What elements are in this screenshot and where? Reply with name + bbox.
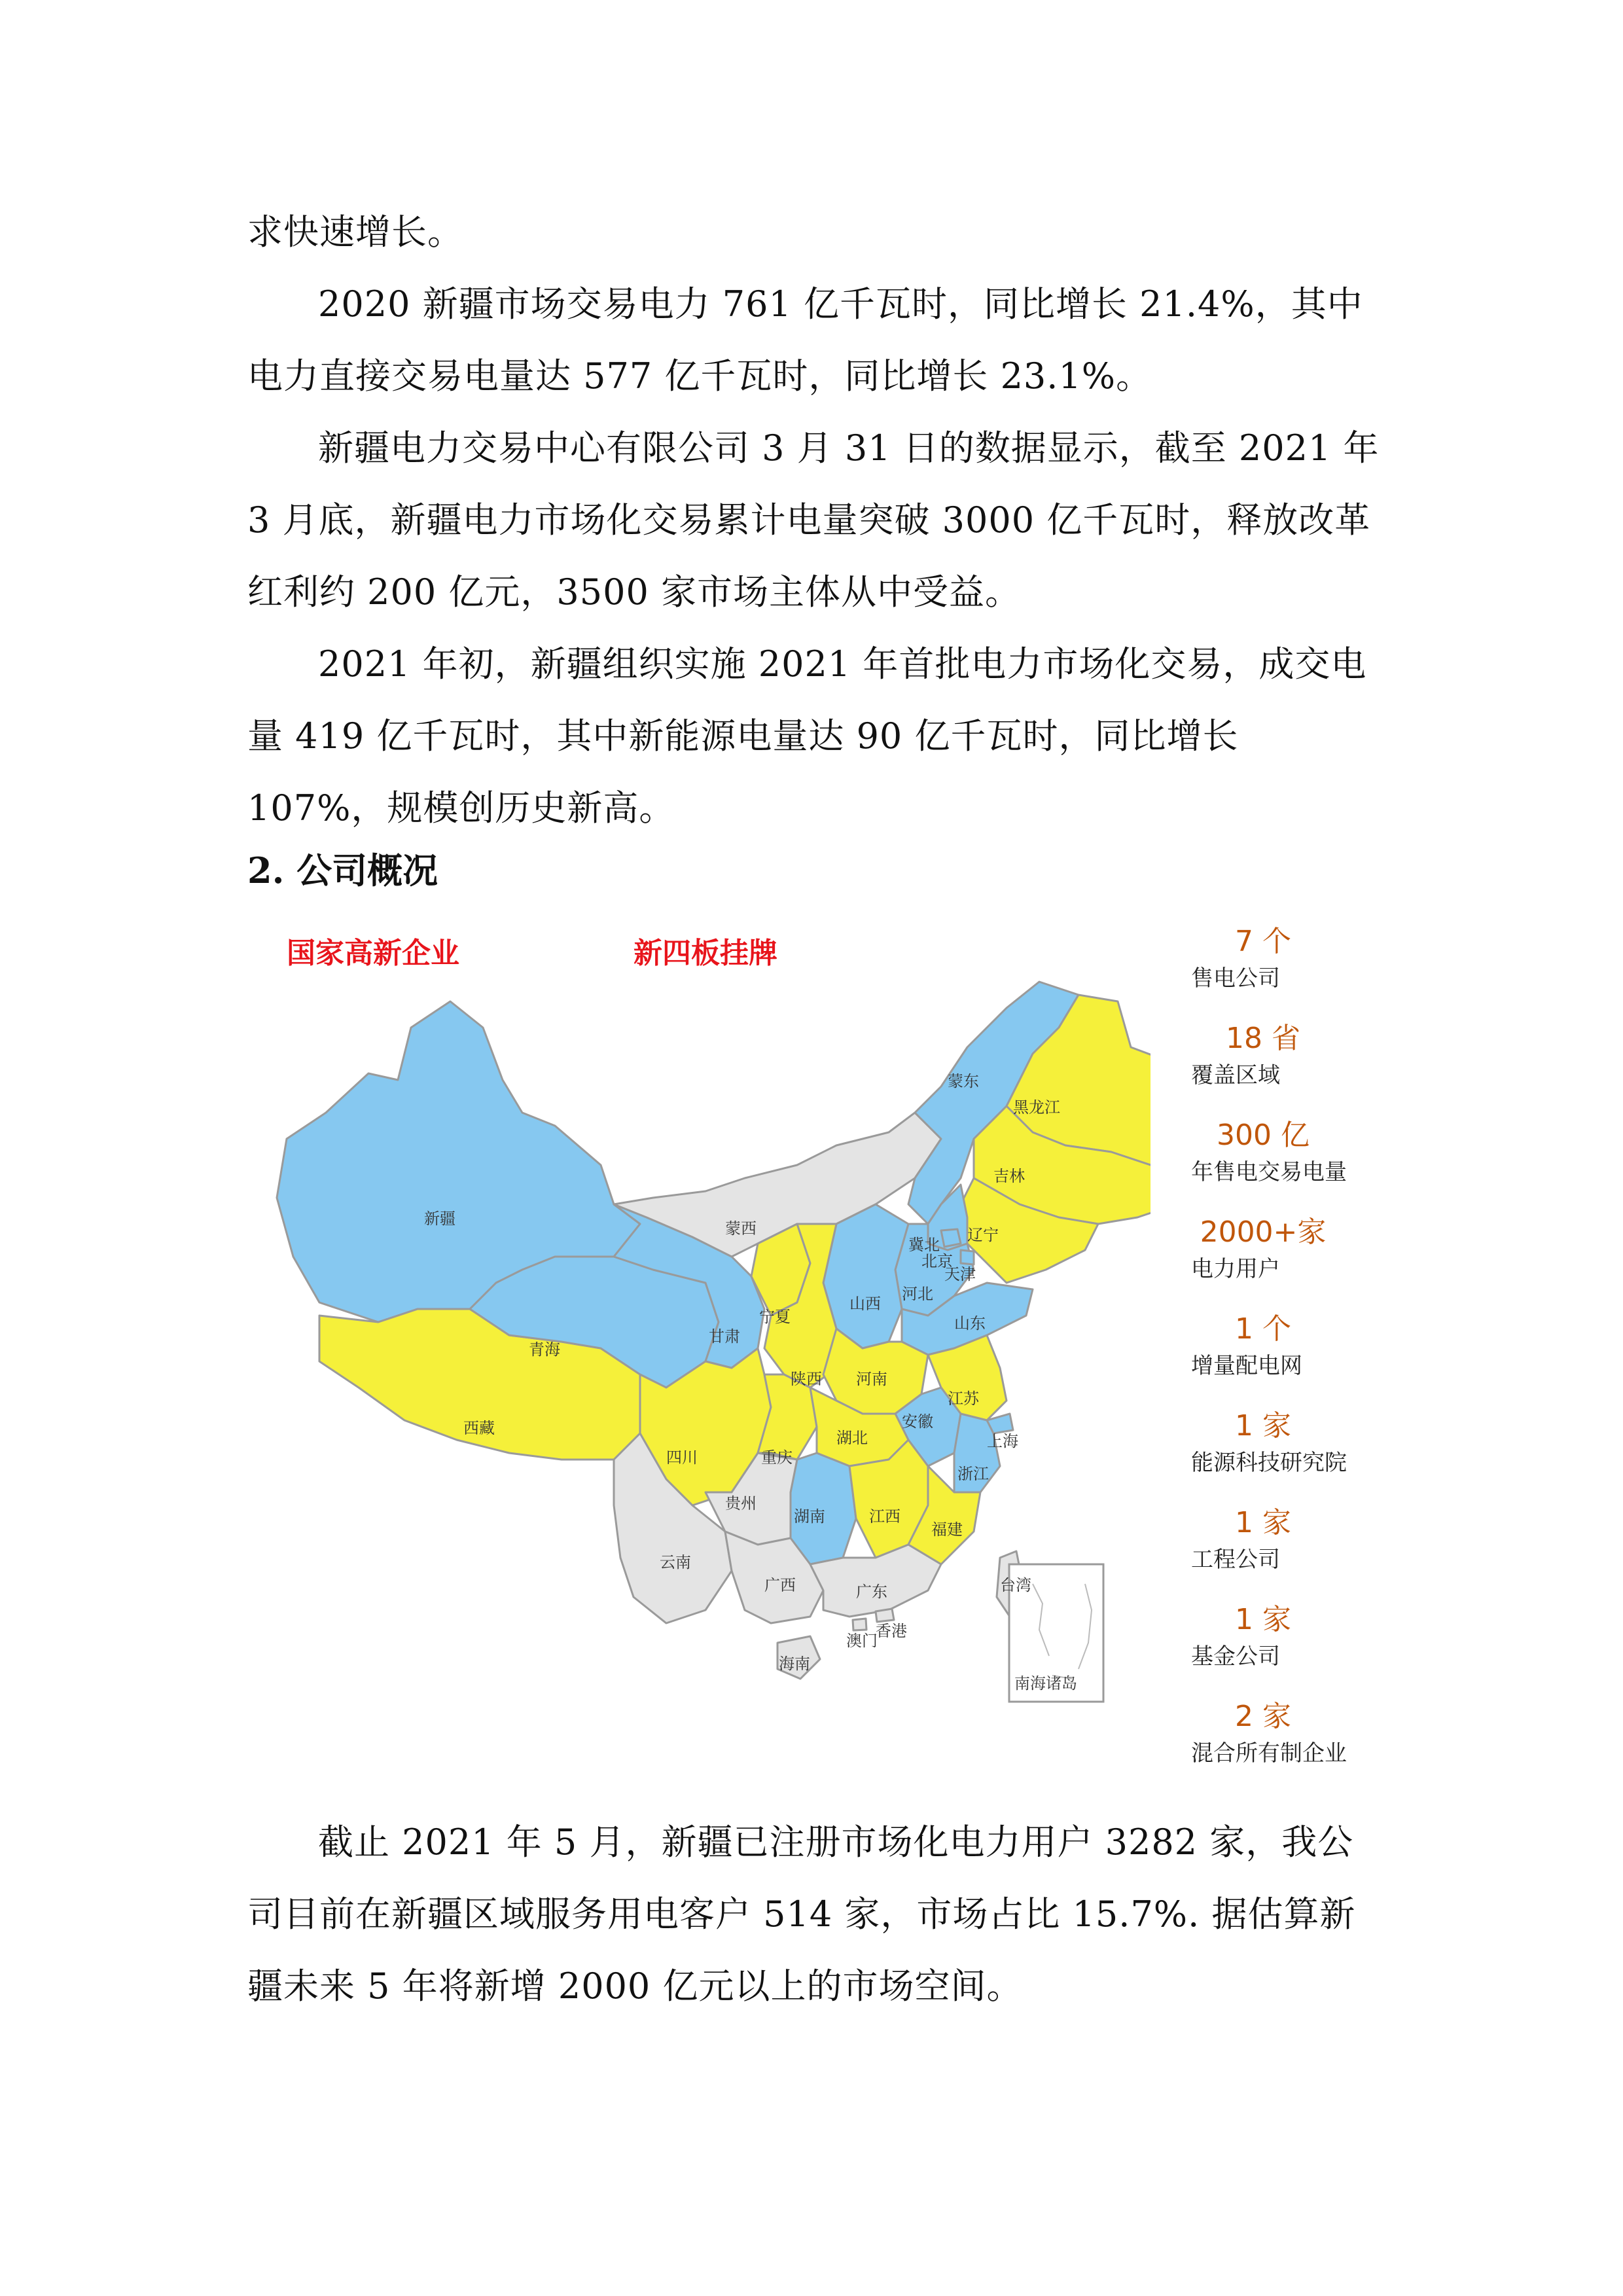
label-hunan: 湖南 <box>794 1507 825 1526</box>
label-shanxi: 山西 <box>849 1295 881 1313</box>
stat-value: 300 亿 <box>1217 1119 1310 1152</box>
stat-item <box>1191 1698 1387 1795</box>
label-guangxi: 广西 <box>764 1576 796 1594</box>
label-jiangsu: 江苏 <box>948 1390 979 1408</box>
stat-value: 7 个 <box>1235 925 1291 958</box>
paragraph-2020-trading: 2020 新疆市场交易电力 761 亿千瓦时，同比增长 21.4%，其中电力直接交易电量达 577 亿千瓦时，同比增长 23.1%。 <box>247 283 1363 397</box>
label-nanhai: 南海诸岛 <box>1014 1674 1077 1693</box>
label-macau: 澳门 <box>846 1632 878 1650</box>
label-taiwan: 台湾 <box>1000 1576 1031 1594</box>
label-hainan: 海南 <box>779 1655 810 1673</box>
label-mengdong: 蒙东 <box>948 1072 979 1090</box>
label-new-fourth-board: 新四板挂牌 <box>633 937 777 970</box>
map-region-beijing <box>941 1229 961 1247</box>
label-yunnan: 云南 <box>660 1553 691 1571</box>
stat-label: 覆盖区域 <box>1191 1062 1280 1088</box>
label-jilin: 吉林 <box>993 1167 1025 1185</box>
paragraph-trading-center: 新疆电力交易中心有限公司 3 月 31 日的数据显示，截至 2021 年 3 月底，新疆电力市场化交易累计电量突破 3000 亿千瓦时，释放改革红利约 200 亿元，3500 家市场主体从中受益。 <box>247 427 1380 613</box>
label-heilongjiang: 黑龙江 <box>1013 1098 1060 1117</box>
label-mengxi: 蒙西 <box>725 1219 757 1238</box>
label-jiangxi: 江西 <box>869 1507 901 1526</box>
label-liaoning: 辽宁 <box>967 1226 999 1244</box>
label-high-tech-enterprise: 国家高新企业 <box>287 937 459 970</box>
label-sichuan: 四川 <box>666 1448 698 1467</box>
map-region-macau <box>853 1619 866 1630</box>
label-shaanxi: 陕西 <box>791 1370 822 1388</box>
stat-item <box>1191 1407 1387 1504</box>
company-stats-list <box>1191 923 1387 1795</box>
stat-item <box>1191 1117 1387 1213</box>
label-hubei: 湖北 <box>836 1429 868 1447</box>
stat-label: 售电公司 <box>1191 965 1280 992</box>
china-coverage-map <box>247 916 1150 1728</box>
label-ningxia: 宁夏 <box>759 1308 791 1326</box>
stat-item <box>1191 1310 1387 1407</box>
stat-label: 基金公司 <box>1191 1643 1280 1670</box>
stat-item <box>1191 1504 1387 1601</box>
label-fujian: 福建 <box>931 1520 963 1539</box>
stat-label: 混合所有制企业 <box>1191 1740 1347 1767</box>
company-coverage-figure <box>247 916 1150 1728</box>
label-guangdong: 广东 <box>856 1583 887 1601</box>
map-region-tianjin <box>961 1250 974 1265</box>
label-shanghai: 上海 <box>987 1432 1018 1450</box>
stat-value: 18 省 <box>1226 1022 1300 1055</box>
stat-item <box>1191 1213 1387 1310</box>
stat-label: 电力用户 <box>1191 1256 1280 1282</box>
label-anhui: 安徽 <box>902 1412 933 1431</box>
stat-item <box>1191 1601 1387 1698</box>
label-gansu: 甘肃 <box>709 1327 740 1346</box>
label-tianjin: 天津 <box>944 1265 976 1283</box>
label-shandong: 山东 <box>954 1314 986 1333</box>
label-xizang: 西藏 <box>463 1419 495 1437</box>
label-xinjiang: 新疆 <box>424 1210 455 1228</box>
map-region-hongkong <box>876 1609 894 1622</box>
stat-value: 1 家 <box>1235 1409 1291 1443</box>
stat-value: 2 家 <box>1235 1700 1291 1733</box>
label-zhejiang: 浙江 <box>957 1465 989 1483</box>
label-chongqing: 重庆 <box>761 1448 793 1467</box>
paragraph-registered-users: 截止 2021 年 5 月，新疆已注册市场化电力用户 3282 家，我公司目前在新疆区域服务用电客户 514 家，市场占比 15.7%. 据估算新疆未来 5 年将新增 2000 亿元以上的市场空间。 <box>247 1821 1356 2007</box>
stat-value: 1 个 <box>1235 1312 1291 1346</box>
label-beijing: 北京 <box>921 1252 953 1270</box>
label-jibei: 冀北 <box>908 1236 940 1254</box>
label-hebei: 河北 <box>902 1285 933 1303</box>
stat-label: 工程公司 <box>1191 1547 1280 1573</box>
label-guizhou: 贵州 <box>725 1494 757 1513</box>
label-qinghai: 青海 <box>529 1340 560 1359</box>
label-henan: 河南 <box>856 1370 887 1388</box>
stat-value: 1 家 <box>1235 1603 1291 1636</box>
stat-item <box>1191 923 1387 1020</box>
stat-value: 1 家 <box>1235 1506 1291 1539</box>
label-hongkong: 香港 <box>876 1622 907 1640</box>
paragraph-continuation: 求快速增长。 <box>247 211 463 253</box>
stat-label: 年售电交易电量 <box>1191 1159 1347 1185</box>
stat-value: 2000+家 <box>1200 1215 1327 1249</box>
stat-label: 增量配电网 <box>1191 1353 1302 1379</box>
section-heading: 2. 公司概况 <box>247 850 438 891</box>
stat-item <box>1191 1020 1387 1117</box>
paragraph-2021-first-batch: 2021 年初，新疆组织实施 2021 年首批电力市场化交易，成交电量 419 亿千瓦时，其中新能源电量达 90 亿千瓦时，同比增长 107%，规模创历史新高。 <box>247 643 1367 829</box>
stat-label: 能源科技研究院 <box>1191 1450 1347 1476</box>
